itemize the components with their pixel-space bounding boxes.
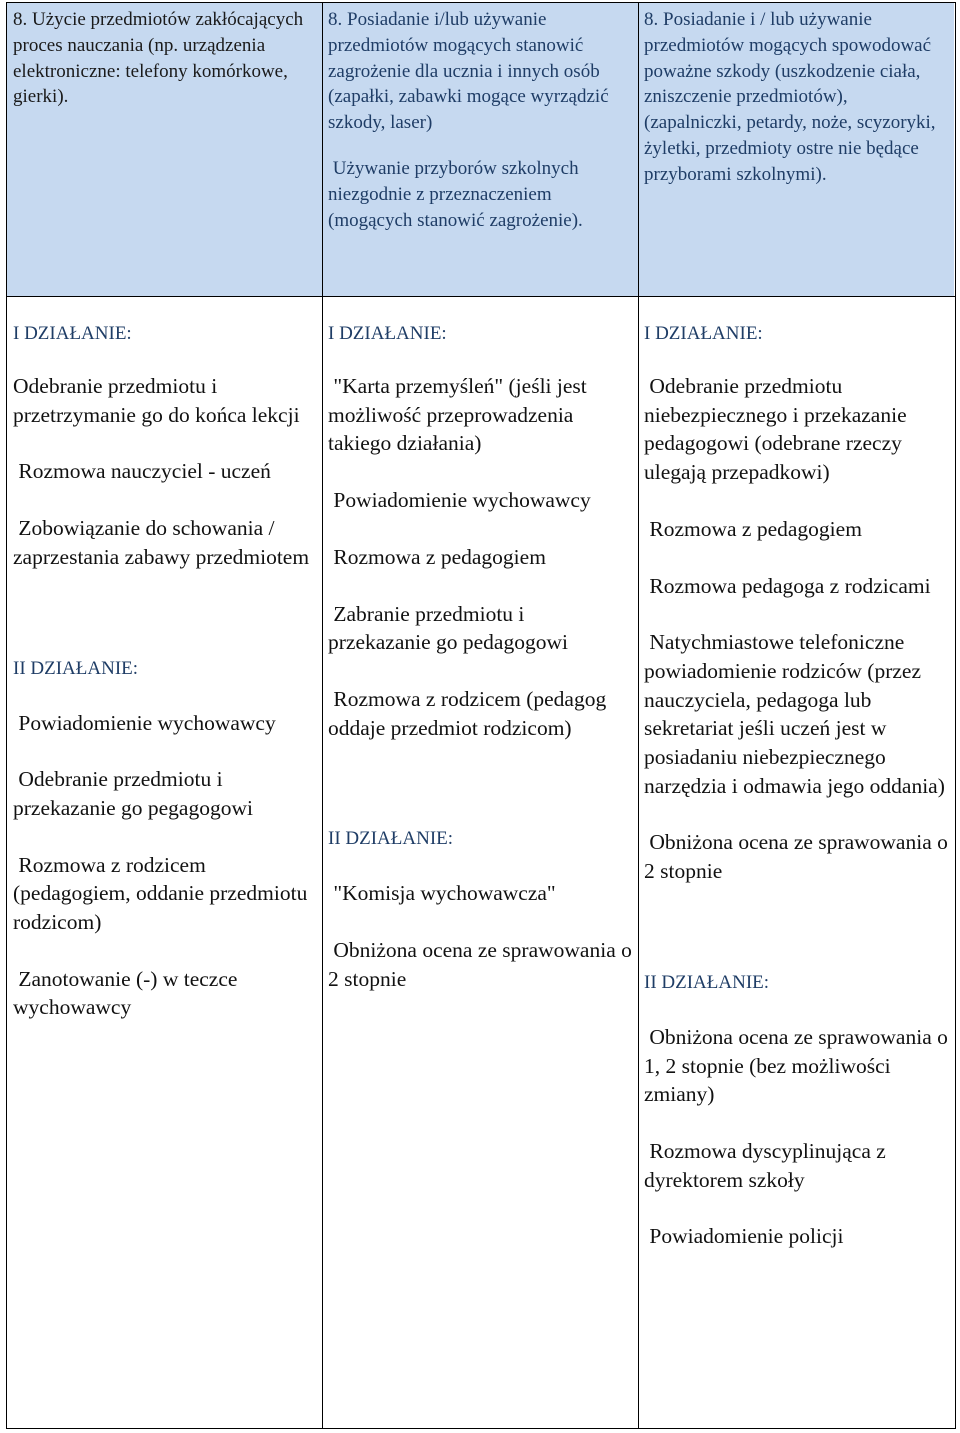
header-text: Używanie przyborów szkolnych niezgodnie z przeznaczeniem (mogących stanowić zagrożenie). — [328, 157, 584, 231]
action-item: Rozmowa z pedagogiem — [644, 516, 862, 541]
action-item: Odebranie przedmiotu niebezpiecznego i przekazanie pedagogowi (odebrane rzeczy ulegają przepadkowi) — [644, 374, 912, 485]
action-item: Obniżona ocena ze sprawowania o 2 stopnie — [328, 938, 638, 991]
step-label: II DZIAŁANIE: — [328, 828, 454, 850]
header-text: 8. Użycie przedmiotów zakłócających proces nauczania (np. urządzenia elektroniczne: telefony komórkowe, gierki). — [13, 9, 308, 108]
action-item: Zobowiązanie do schowania / zaprzestania zabawy przedmiotem — [13, 516, 310, 569]
action-item: Zanotowanie (-) w teczce wychowawcy — [13, 966, 243, 1020]
actions-cell-col1 — [7, 296, 322, 1022]
action-item: "Karta przemyśleń" (jeśli jest możliwość przeprowadzenia takiego działania) — [328, 374, 593, 456]
action-item: Powiadomienie wychowawcy — [13, 710, 276, 735]
action-item: Rozmowa z rodzicem (pedagog oddaje przedmiot rodzicom) — [328, 686, 612, 740]
step-label: II DZIAŁANIE: — [13, 657, 139, 679]
header-text: 8. Posiadanie i / lub używanie przedmiotów mogących spowodować poważne szkody (uszkodzenie ciała, zniszczenie przedmiotów), (zapalniczki, petardy, noże, scyzoryki, żyletki, przedmioty ostre nie będące przyborami szkolnymi). — [644, 9, 941, 185]
action-item: "Komisja wychowawcza" — [328, 881, 556, 906]
step-label: I DZIAŁANIE: — [644, 323, 763, 344]
action-item: Rozmowa dyscyplinująca z dyrektorem szkoły — [644, 1138, 892, 1192]
action-item: Rozmowa pedagoga z rodzicami — [644, 573, 931, 598]
action-item: Zabranie przedmiotu i przekazanie go pedagogowi — [328, 601, 568, 655]
step-label: II DZIAŁANIE: — [644, 971, 770, 993]
header-text: 8. Posiadanie i/lub używanie przedmiotów mogących stanowić zagrożenie dla ucznia i innych osób (zapałki, zabawki mogące wyrządzić szkody, laser) — [328, 9, 614, 134]
action-item: Powiadomienie policji — [644, 1224, 844, 1249]
actions-cell-col3 — [638, 296, 954, 1251]
action-item: Obniżona ocena ze sprawowania o 1, 2 stopnie (bez możliwości zmiany) — [644, 1024, 954, 1107]
header-cell-col3 — [638, 3, 954, 296]
action-item: Powiadomienie wychowawcy — [328, 488, 591, 513]
step-label: I DZIAŁANIE: — [13, 323, 132, 344]
step-label: I DZIAŁANIE: — [328, 323, 447, 344]
action-item: Rozmowa z pedagogiem — [328, 544, 546, 569]
action-item: Rozmowa nauczyciel - uczeń — [13, 459, 271, 484]
action-item: Odebranie przedmiotu i przekazanie go pegagogowi — [13, 767, 253, 820]
action-item: Obniżona ocena ze sprawowania o 2 stopnie — [644, 830, 954, 884]
action-item: Natychmiastowe telefoniczne powiadomienie rodziców (przez nauczyciela, pedagoga lub sekretariat jeśli uczeń jest w posiadaniu niebezpiecznego narzędzia i odmawia jego oddania) — [644, 630, 945, 798]
rules-table — [6, 2, 956, 1429]
actions-cell-col2 — [322, 296, 638, 993]
action-item: Odebranie przedmiotu i przetrzymanie go do końca lekcji — [13, 374, 300, 427]
header-cell-col2 — [322, 3, 638, 296]
header-cell-col1 — [7, 3, 322, 296]
action-item: Rozmowa z rodzicem (pedagogiem, oddanie przedmiotu rodzicom) — [13, 852, 313, 935]
